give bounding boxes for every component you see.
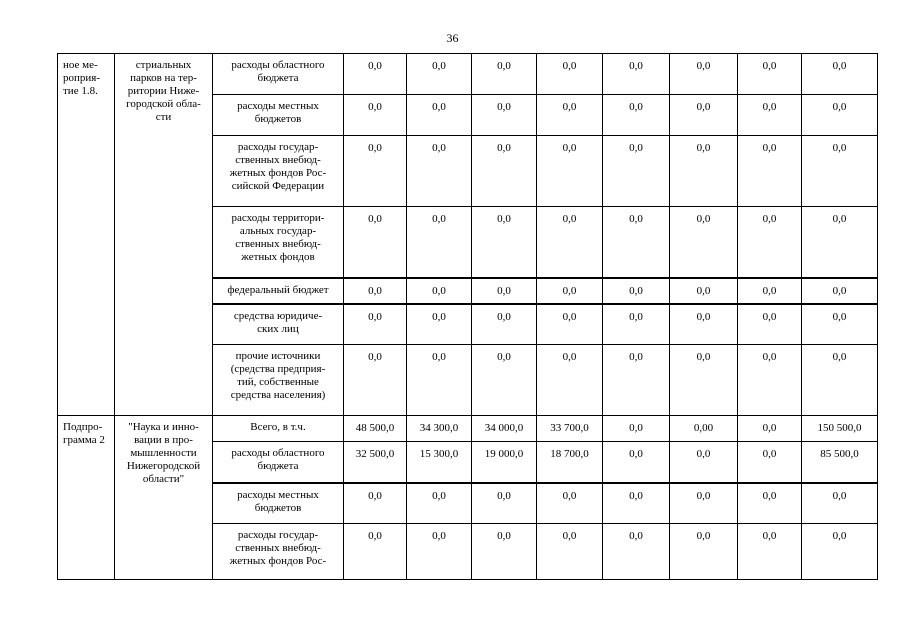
value-cell: 0,0 bbox=[344, 95, 407, 136]
funding-source-cell: Всего, в т.ч. bbox=[213, 416, 344, 442]
value-cell: 0,0 bbox=[802, 278, 878, 304]
value-cell: 0,0 bbox=[344, 136, 407, 207]
value-cell: 0,0 bbox=[344, 54, 407, 95]
value-cell: 0,0 bbox=[802, 304, 878, 345]
funding-source-cell: средства юридиче- ских лиц bbox=[213, 304, 344, 345]
funding-source-cell: расходы местных бюджетов bbox=[213, 95, 344, 136]
value-cell: 0,0 bbox=[603, 442, 670, 483]
value-cell: 0,0 bbox=[802, 54, 878, 95]
value-cell: 0,0 bbox=[344, 207, 407, 278]
value-cell: 0,0 bbox=[738, 304, 802, 345]
value-cell: 0,0 bbox=[472, 136, 537, 207]
value-cell: 0,0 bbox=[670, 54, 738, 95]
value-cell: 0,0 bbox=[472, 278, 537, 304]
value-cell: 0,0 bbox=[802, 136, 878, 207]
value-cell: 0,0 bbox=[738, 136, 802, 207]
value-cell: 0,0 bbox=[472, 207, 537, 278]
value-cell: 0,0 bbox=[537, 304, 603, 345]
value-cell: 0,0 bbox=[603, 95, 670, 136]
value-cell: 0,0 bbox=[472, 345, 537, 416]
value-cell: 0,0 bbox=[407, 345, 472, 416]
value-cell: 0,0 bbox=[537, 207, 603, 278]
value-cell: 0,0 bbox=[472, 524, 537, 580]
table-row bbox=[58, 416, 878, 442]
value-cell: 0,0 bbox=[738, 278, 802, 304]
value-cell: 0,0 bbox=[670, 524, 738, 580]
value-cell: 0,0 bbox=[802, 95, 878, 136]
value-cell: 0,0 bbox=[603, 278, 670, 304]
value-cell: 0,0 bbox=[738, 95, 802, 136]
value-cell: 0,0 bbox=[603, 136, 670, 207]
value-cell: 15 300,0 bbox=[407, 442, 472, 483]
value-cell: 0,0 bbox=[802, 524, 878, 580]
value-cell: 0,0 bbox=[738, 207, 802, 278]
value-cell: 0,0 bbox=[407, 95, 472, 136]
value-cell: 0,0 bbox=[670, 304, 738, 345]
funding-source-cell: расходы местных бюджетов bbox=[213, 483, 344, 524]
funding-source-cell: расходы территори- альных государ- ственных внебюд- жетных фондов bbox=[213, 207, 344, 278]
measure-code-cell: Подпро- грамма 2 bbox=[58, 416, 115, 580]
value-cell: 0,0 bbox=[670, 95, 738, 136]
value-cell: 0,0 bbox=[603, 483, 670, 524]
value-cell: 85 500,0 bbox=[802, 442, 878, 483]
value-cell: 0,0 bbox=[537, 136, 603, 207]
value-cell: 0,0 bbox=[670, 278, 738, 304]
measure-title-cell: стриальных парков на тер- ритории Ниже- городской обла- сти bbox=[115, 54, 213, 416]
value-cell: 0,0 bbox=[603, 416, 670, 442]
value-cell: 0,0 bbox=[537, 54, 603, 95]
value-cell: 33 700,0 bbox=[537, 416, 603, 442]
value-cell: 0,0 bbox=[670, 207, 738, 278]
value-cell: 0,0 bbox=[537, 95, 603, 136]
value-cell: 0,0 bbox=[472, 54, 537, 95]
value-cell: 0,0 bbox=[407, 524, 472, 580]
value-cell: 0,0 bbox=[344, 524, 407, 580]
value-cell: 0,0 bbox=[802, 345, 878, 416]
value-cell: 150 500,0 bbox=[802, 416, 878, 442]
value-cell: 48 500,0 bbox=[344, 416, 407, 442]
value-cell: 0,0 bbox=[537, 483, 603, 524]
value-cell: 0,0 bbox=[802, 207, 878, 278]
funding-source-cell: расходы областного бюджета bbox=[213, 442, 344, 483]
value-cell: 0,0 bbox=[670, 345, 738, 416]
value-cell: 0,0 bbox=[738, 483, 802, 524]
value-cell: 32 500,0 bbox=[344, 442, 407, 483]
value-cell: 0,0 bbox=[670, 136, 738, 207]
value-cell: 0,0 bbox=[802, 483, 878, 524]
value-cell: 34 300,0 bbox=[407, 416, 472, 442]
value-cell: 0,0 bbox=[738, 416, 802, 442]
value-cell: 0,0 bbox=[407, 483, 472, 524]
funding-source-cell: расходы областного бюджета bbox=[213, 54, 344, 95]
value-cell: 0,0 bbox=[603, 207, 670, 278]
funding-source-cell: федеральный бюджет bbox=[213, 278, 344, 304]
value-cell: 0,0 bbox=[670, 483, 738, 524]
value-cell: 34 000,0 bbox=[472, 416, 537, 442]
value-cell: 0,0 bbox=[738, 345, 802, 416]
page-number: 36 bbox=[446, 31, 459, 45]
budget-table bbox=[57, 53, 878, 580]
value-cell: 0,0 bbox=[537, 278, 603, 304]
measure-code-cell: ное ме- роприя- тие 1.8. bbox=[58, 54, 115, 416]
value-cell: 0,00 bbox=[670, 416, 738, 442]
table-row bbox=[58, 54, 878, 95]
funding-source-cell: прочие источники (средства предприя- тий, собственные средства населения) bbox=[213, 345, 344, 416]
value-cell: 0,0 bbox=[344, 278, 407, 304]
value-cell: 0,0 bbox=[603, 345, 670, 416]
value-cell: 0,0 bbox=[344, 345, 407, 416]
value-cell: 0,0 bbox=[407, 136, 472, 207]
value-cell: 19 000,0 bbox=[472, 442, 537, 483]
value-cell: 0,0 bbox=[603, 304, 670, 345]
value-cell: 0,0 bbox=[537, 524, 603, 580]
value-cell: 0,0 bbox=[407, 207, 472, 278]
value-cell: 0,0 bbox=[537, 345, 603, 416]
measure-title-cell: "Наука и инно- вации в про- мышленности Нижегородской области" bbox=[115, 416, 213, 580]
funding-source-cell: расходы государ- ственных внебюд- жетных фондов Рос- сийской Федерации bbox=[213, 136, 344, 207]
value-cell: 0,0 bbox=[738, 54, 802, 95]
value-cell: 0,0 bbox=[738, 524, 802, 580]
value-cell: 18 700,0 bbox=[537, 442, 603, 483]
value-cell: 0,0 bbox=[407, 304, 472, 345]
value-cell: 0,0 bbox=[344, 304, 407, 345]
value-cell: 0,0 bbox=[407, 54, 472, 95]
value-cell: 0,0 bbox=[670, 442, 738, 483]
value-cell: 0,0 bbox=[472, 304, 537, 345]
funding-source-cell: расходы государ- ственных внебюд- жетных фондов Рос- bbox=[213, 524, 344, 580]
value-cell: 0,0 bbox=[603, 54, 670, 95]
value-cell: 0,0 bbox=[603, 524, 670, 580]
value-cell: 0,0 bbox=[472, 483, 537, 524]
value-cell: 0,0 bbox=[407, 278, 472, 304]
value-cell: 0,0 bbox=[472, 95, 537, 136]
value-cell: 0,0 bbox=[344, 483, 407, 524]
value-cell: 0,0 bbox=[738, 442, 802, 483]
